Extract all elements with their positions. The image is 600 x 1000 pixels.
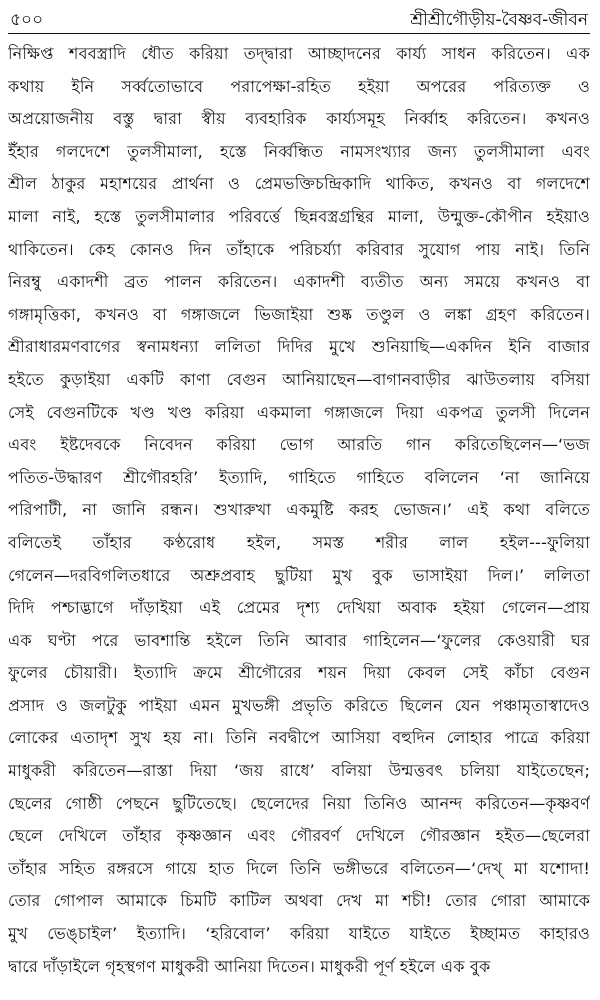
text-line: ইঁহার গলদেশে তুলসীমালা, হস্তে নির্ব্বন্ধিত নামসংখ্যার জন্য তুলসীমালা এবং bbox=[8, 141, 590, 161]
text-line: গঙ্গামৃত্তিকা, কখনও বা গঙ্গাজলে ভিজাইয়া শুষ্ক তণ্ডুল ও লঙ্কা গ্রহণ করিতেন। bbox=[8, 304, 590, 324]
text-line: গেলেন—দরবিগলিতধারে অশ্রুপ্রবাহ ছুটিয়া মুখ বুক ভাসাইয়া দিল।’ ললিতা bbox=[8, 565, 590, 585]
text-line: মালা নাই, হস্তে তুলসীমালার পরিবর্ত্তে ছিন্নবস্ত্রগ্রন্থির মালা, উন্মুক্ত-কৌপীন হইয়াও bbox=[8, 206, 590, 226]
text-line: ছেলের গোষ্ঠী পেছনে ছুটিতেছে। ছেলেদের নিয়া তিনিও আনন্দ করিতেন—কৃষ্ণবর্ণ bbox=[8, 793, 590, 813]
running-header bbox=[8, 6, 590, 34]
text-line: থাকিতেন। কেহ কোনও দিন তাঁহাকে পরিচর্য্যা করিবার সুযোগ পায় নাই। তিনি bbox=[8, 239, 590, 259]
text-line: কথায় ইনি সর্ব্বতোভাবে পরাপেক্ষা-রহিত হইয়া অপরের পরিত্যক্ত ও bbox=[8, 76, 590, 96]
text-line: লোকের এতাদৃশ সুখ হয় না। তিনি নবদ্বীপে আসিয়া বহুদিন লোহার পাত্রে করিয়া bbox=[8, 728, 590, 748]
running-title: শ্রীশ্রীগৌড়ীয়-বৈষ্ণব-জীবন bbox=[410, 10, 588, 30]
text-line: শ্রীল ঠাকুর মহাশয়ের প্রার্থনা ও প্রেমভক্তিচন্দ্রিকাদি থাকিত, কখনও বা গলদেশে bbox=[8, 174, 590, 194]
body-text bbox=[8, 38, 590, 983]
text-line: এবং ইষ্টদেবকে নিবেদন করিয়া ভোগ আরতি গান করিতেছিলেন—‘ভজ bbox=[8, 435, 590, 455]
text-line: নিক্ষিপ্ত শববস্ত্রাদি ধৌত করিয়া তদ্দ্বারা আচ্ছাদনের কার্য্য সাধন করিতেন। এক bbox=[8, 44, 590, 63]
text-line: বলিতেই তাঁহার কণ্ঠরোধ হইল, সমস্ত শরীর লাল হইল---ফুলিয়া bbox=[8, 532, 590, 552]
text-line: দ্বারে দাঁড়াইলে গৃহস্থগণ মাধুকরী আনিয়া দিতেন। মাধুকরী পূর্ণ হইলে এক বুক bbox=[8, 956, 491, 976]
text-line: অপ্রয়োজনীয় বস্তু দ্বারা স্বীয় ব্যবহারিক কার্য্যসমূহ নির্ব্বাহ করিতেন। কখনও bbox=[8, 109, 590, 129]
text-line: মুখ ভেঙ্চাইল’ ইত্যাদি। ‘হরিবোল’ করিয়া যাইতে যাইতে ইচ্ছামত কাহারও bbox=[8, 924, 590, 944]
text-line: শ্রীরাধারমণবাগের স্বনামধন্যা ললিতা দিদির মুখে শুনিয়াছি—একদিন ইনি বাজার bbox=[8, 337, 590, 357]
text-line: পরিপাটী, না জানি রন্ধন। শুখারুখা একমুষ্টি করহ ভোজন।’ এই কথা বলিতে bbox=[8, 500, 590, 520]
text-line: তাঁহার সহিত রঙ্গরসে গায়ে হাত দিলে তিনি ভঙ্গীভরে বলিতেন—‘দেখ্ মা যশোদা! bbox=[8, 858, 590, 878]
text-line: এক ঘণ্টা পরে ভাবশান্তি হইলে তিনি আবার গাহিলেন—‘ফুলের কেওয়ারী ঘর bbox=[8, 630, 590, 650]
text-line: তোর গোপাল আমাকে চিমটি কাটিল অথবা দেখ মা শচী! তোর গোরা আমাকে bbox=[8, 891, 590, 911]
text-line: মাধুকরী করিতেন—রাস্তা দিয়া ‘জয় রাধে’ বলিয়া উন্মত্তবৎ চলিয়া যাইতেছেন; bbox=[8, 761, 590, 781]
text-line: প্রসাদ ও জলটুকু পাইয়া এমন মুখভঙ্গী প্রভৃতি করিতে ছিলেন যেন পঞ্চামৃতাস্বাদেও bbox=[8, 695, 590, 715]
text-line: হইতে কুড়াইয়া একটি কাণা বেগুন আনিয়াছেন—বাগানবাড়ীর ঝাউতলায় বসিয়া bbox=[8, 369, 590, 389]
text-line: সেই বেগুনটিকে খণ্ড খণ্ড করিয়া একমালা গঙ্গাজলে দিয়া একপত্র তুলসী দিলেন bbox=[8, 402, 590, 422]
text-line: নিরম্বু একাদশী ব্রত পালন করিতেন। একাদশী ব্যতীত অন্য সময়ে কখনও বা bbox=[8, 272, 590, 292]
text-line: ছেলে দেখিলে তাঁহার কৃষ্ণজ্ঞান এবং গৌরবর্ণ দেখিলে গৌরজ্ঞান হইত—ছেলেরা bbox=[8, 826, 590, 846]
text-line: পতিত-উদ্ধারণ শ্রীগৌরহরি’ ইত্যাদি, গাহিতে গাহিতে বলিলেন ‘না জানিয়ে bbox=[8, 467, 590, 487]
text-line: দিদি পশ্চাদ্ভাগে দাঁড়াইয়া এই প্রেমের দৃশ্য দেখিয়া অবাক হইয়া গেলেন—প্রায় bbox=[8, 598, 590, 618]
page-number: ৫০০ bbox=[10, 10, 44, 30]
text-line: ফুলের চৌয়ারী। ইত্যাদি ক্রমে শ্রীগৌরের শয়ন দিয়া কেবল সেই কাঁচা বেগুন bbox=[8, 663, 590, 683]
